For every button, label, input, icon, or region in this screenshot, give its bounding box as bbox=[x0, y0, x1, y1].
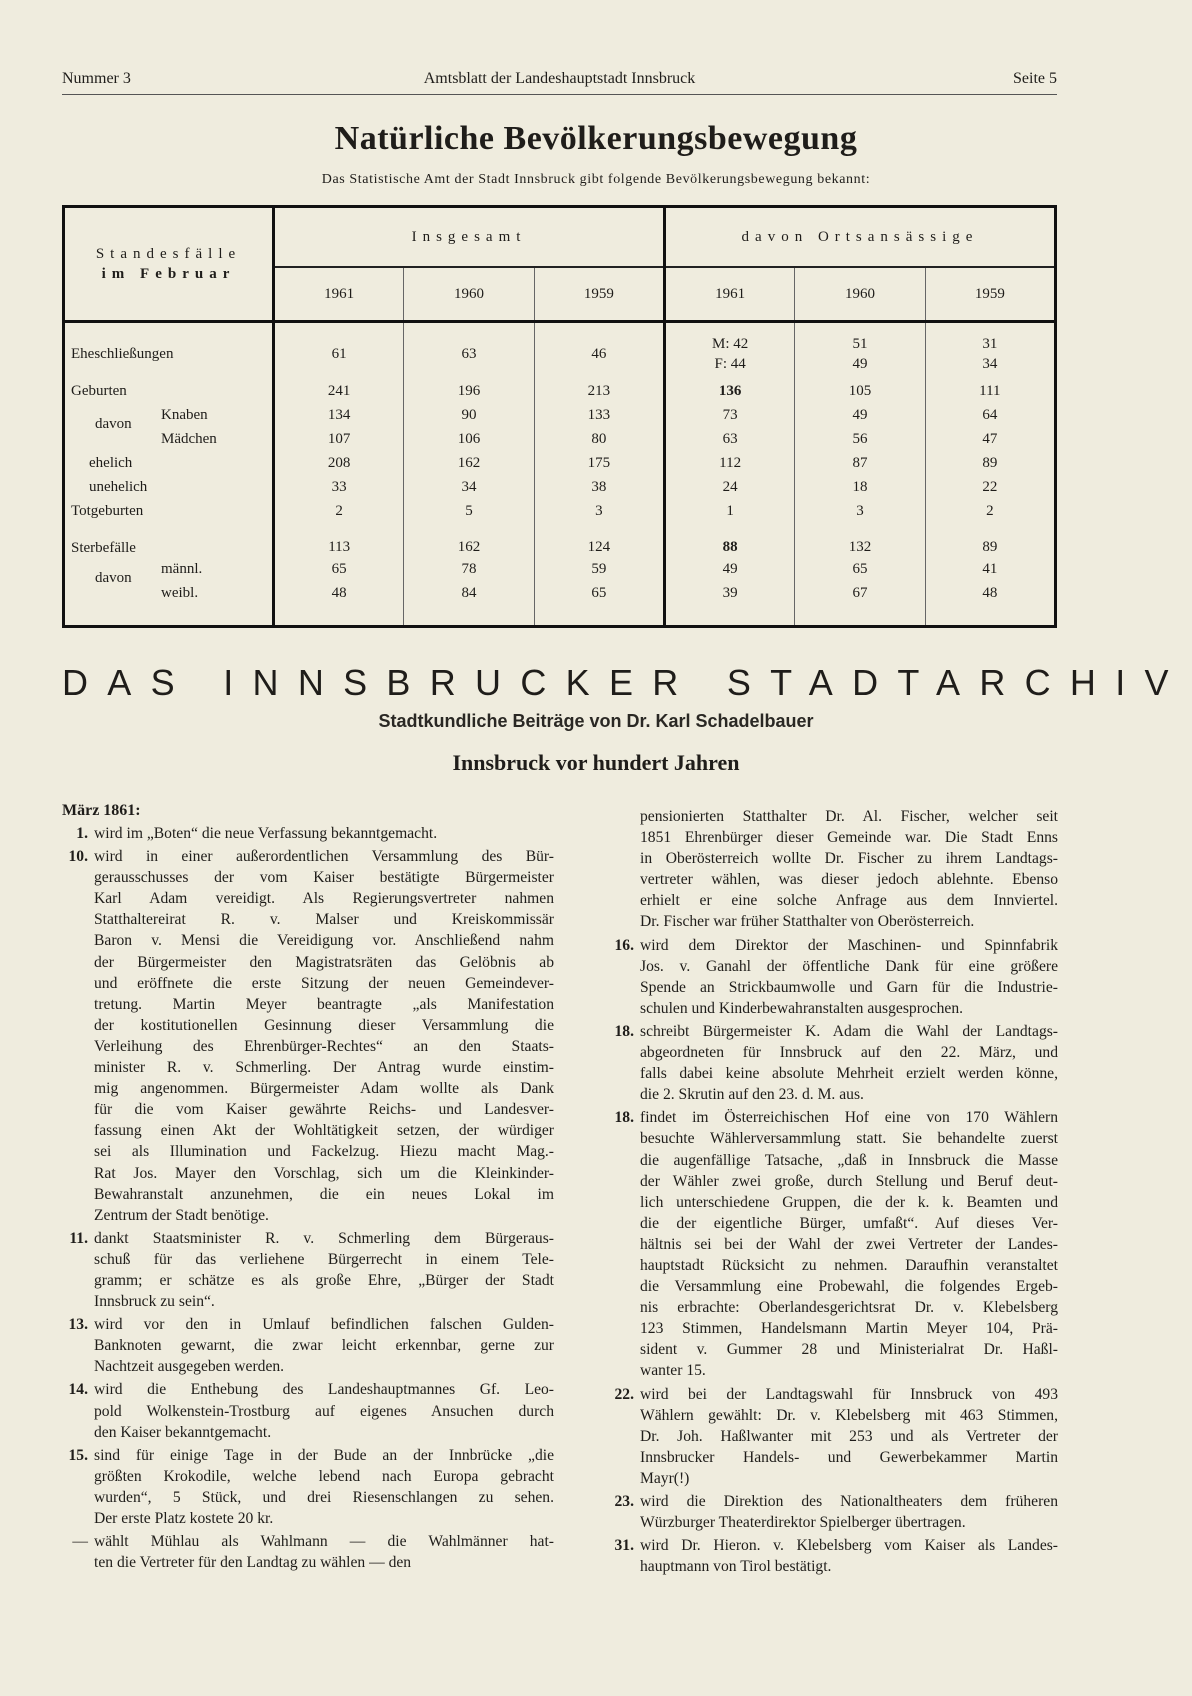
table-cell bbox=[274, 379, 404, 403]
spacer-row bbox=[64, 322, 1056, 330]
text-line: fassung einen Akt der Wohltätigkeit setzen, der würdiger bbox=[94, 1122, 554, 1140]
text-line: 123 Stimmen, Handelsmann Martin Meyer 104, Prä- bbox=[640, 1320, 1058, 1338]
text-line: besuchte Wählerversammlung statt. Sie behandelte zuerst bbox=[640, 1130, 1058, 1148]
label-header-line1: Standesfälle bbox=[95, 246, 242, 262]
row-label-text: weibl. bbox=[161, 584, 199, 601]
cell-value: 113 bbox=[328, 539, 351, 555]
running-head bbox=[62, 68, 1057, 95]
row-label bbox=[64, 557, 274, 586]
chronicle-entry bbox=[608, 1021, 1058, 1105]
entry-day: 10. bbox=[68, 848, 88, 866]
text-line: Dr. Fischer war früher Statthalter von Oberösterreich. bbox=[640, 913, 975, 931]
chronicle-entry bbox=[608, 806, 1058, 933]
chronicle-entry bbox=[608, 1535, 1058, 1577]
chronicle-entry bbox=[62, 846, 554, 1226]
table-cell bbox=[274, 427, 404, 451]
cell-value: 22 bbox=[982, 479, 998, 495]
text-line: der Wähler zwei große, durch Stellung und Beruf deut- bbox=[640, 1172, 1058, 1190]
table-cell bbox=[664, 499, 794, 523]
text-line: Verleihung des Ehrenbürger-Rechtes“ an den Staats- bbox=[94, 1037, 554, 1055]
page-number: Seite 5 bbox=[1013, 70, 1057, 87]
text-line: Wählern gewählt: Dr. v. Klebelsberg mit 463 Stimmen, bbox=[640, 1406, 1058, 1424]
cell-value: 136 bbox=[718, 383, 742, 399]
table-row bbox=[64, 379, 1056, 403]
text-line: Banknoten gewarnt, die zwar leicht erkennbar, gerne zur bbox=[94, 1337, 554, 1355]
entry-day: 23. bbox=[614, 1493, 634, 1510]
cell-value: 124 bbox=[587, 539, 611, 555]
table-cell bbox=[925, 499, 1055, 523]
table-cell bbox=[274, 451, 404, 475]
table-cell bbox=[404, 451, 534, 475]
row-label-text: Geburten bbox=[71, 382, 127, 399]
table-cell bbox=[664, 427, 794, 451]
cell-value: 34 bbox=[461, 479, 477, 495]
text-line: die augenfällige Tatsache, „daß in Innsbruck die Masse bbox=[640, 1151, 1058, 1169]
label-column-header bbox=[64, 207, 274, 322]
population-statistics-table bbox=[62, 205, 1057, 628]
cell-value: 47 bbox=[982, 431, 998, 447]
row-label bbox=[64, 427, 274, 451]
table-row bbox=[64, 581, 1056, 605]
chronicle-entry bbox=[62, 1314, 554, 1377]
text-line: wird im „Boten“ die neue Verfassung bekanntgemacht. bbox=[94, 825, 438, 842]
text-line: wird dem Direktor der Maschinen- und Spinnfabrik bbox=[640, 936, 1058, 954]
entry-day: 22. bbox=[614, 1385, 634, 1403]
text-line: Innsbrucker Handels- und Gewerbekammer Martin bbox=[640, 1448, 1058, 1466]
chronicle-entry bbox=[62, 1379, 554, 1442]
cell-value: 241 bbox=[327, 383, 351, 399]
row-label-text: Mädchen bbox=[161, 430, 217, 447]
table-cell bbox=[534, 403, 664, 427]
cell-value: 1 bbox=[726, 503, 734, 519]
cell-value: 89 bbox=[982, 539, 998, 555]
entry-day: 31. bbox=[614, 1537, 634, 1555]
table-row bbox=[64, 329, 1056, 379]
cell-value: 175 bbox=[587, 455, 611, 471]
table-cell bbox=[534, 581, 664, 605]
text-line: und eröffnete die erste Sitzung der neuen Gemeindever- bbox=[94, 974, 554, 992]
table-cell bbox=[274, 329, 404, 379]
text-line: schreibt Bürgermeister K. Adam die Wahl der Landtags- bbox=[640, 1022, 1058, 1040]
cell-value: 196 bbox=[457, 383, 481, 399]
text-line: ten die Vertreter für den Landtag zu wählen — den bbox=[94, 1554, 412, 1572]
table-cell bbox=[795, 427, 925, 451]
text-line: den Kaiser bekanntgemacht. bbox=[94, 1423, 272, 1441]
cell-value: 41 bbox=[982, 561, 998, 577]
cell-value: 49 bbox=[852, 407, 868, 423]
month-heading: März 1861: bbox=[62, 802, 141, 819]
row-label bbox=[64, 581, 274, 605]
row-group-prefix: davon bbox=[95, 570, 132, 586]
text-line: wird die Direktion des Nationaltheaters dem früheren bbox=[640, 1493, 1058, 1510]
table-cell bbox=[534, 557, 664, 581]
cell-value: 48 bbox=[982, 585, 998, 601]
text-line: Bewahranstalt anzunehmen, die ein neues Lokal im bbox=[94, 1185, 554, 1203]
chronicle-entry bbox=[62, 1445, 554, 1529]
entry-day: — bbox=[72, 1533, 88, 1551]
table-cell bbox=[664, 329, 794, 379]
text-line: minister R. v. Schmerling. Der Antrag wurde einstim- bbox=[94, 1059, 554, 1077]
text-line: sident v. Gummer 28 und Ministerialrat Dr. Haßl- bbox=[640, 1341, 1058, 1359]
text-line: Mayr(!) bbox=[640, 1469, 690, 1487]
cell-value: 51 49 bbox=[852, 336, 868, 372]
table-cell bbox=[534, 475, 664, 499]
text-line: Karl Adam vereidigt. Als Regierungsvertreter nahmen bbox=[94, 890, 554, 908]
table-cell bbox=[404, 475, 534, 499]
table-cell bbox=[664, 581, 794, 605]
row-label-text: Eheschließungen bbox=[71, 345, 174, 362]
row-label bbox=[64, 475, 274, 499]
archive-heading: DAS INNSBRUCKER STADTARCHIV bbox=[62, 662, 1188, 703]
text-line: gerausschusses der vom Kaiser bestätigte Bürgermeister bbox=[94, 869, 554, 887]
table-cell bbox=[534, 379, 664, 403]
table-cell bbox=[664, 403, 794, 427]
text-line: nis erbrachte: Oberlandesgerichtsrat Dr. v. Klebelsberg bbox=[640, 1299, 1058, 1317]
cell-value: 133 bbox=[587, 407, 611, 423]
row-label-text: Sterbefälle bbox=[71, 540, 136, 556]
text-line: Innsbruck zu sein“. bbox=[94, 1293, 215, 1311]
table-cell bbox=[404, 427, 534, 451]
cell-value: 162 bbox=[457, 455, 481, 471]
group-header-total: Insgesamt bbox=[274, 207, 665, 268]
cell-value: 88 bbox=[722, 539, 738, 555]
publication-title: Amtsblatt der Landeshauptstadt Innsbruck bbox=[423, 70, 696, 87]
year-header: 1961 bbox=[664, 267, 794, 322]
entry-day: 18. bbox=[614, 1022, 634, 1040]
text-line: Dr. Joh. Haßlwanter mit 253 und als Vertreter der bbox=[640, 1427, 1058, 1445]
text-line: die Versammlung eine Probewahl, die folgendes Ergeb- bbox=[640, 1278, 1058, 1296]
cell-value: 65 bbox=[331, 561, 347, 577]
table-cell bbox=[925, 427, 1055, 451]
table-cell bbox=[664, 557, 794, 581]
text-line: sind für einige Tage in der Bude an der Innbrücke „die bbox=[94, 1446, 554, 1464]
cell-value: 2 bbox=[986, 503, 994, 519]
cell-value: 63 bbox=[722, 431, 738, 447]
text-line: abgeordneten für Innsbruck auf den 22. März, und bbox=[640, 1044, 1058, 1062]
table-row bbox=[64, 499, 1056, 523]
cell-value: 80 bbox=[591, 431, 607, 447]
row-label-text: männl. bbox=[161, 560, 203, 577]
cell-value: 65 bbox=[852, 561, 868, 577]
cell-value: 3 bbox=[595, 503, 603, 519]
section-intro: Das Statistische Amt der Stadt Innsbruck gibt folgende Bevölkerungsbewegung bekannt: bbox=[321, 172, 871, 187]
issue-number: Nummer 3 bbox=[62, 70, 131, 87]
text-line: der Bürgermeister den Magistratsräten das Gelöbnis ab bbox=[94, 953, 554, 971]
text-line: mig angenommen. Bürgermeister Adam wollte als Dank bbox=[94, 1080, 554, 1098]
cell-value: 3 bbox=[856, 503, 864, 519]
text-line: Jos. v. Ganahl der öffentliche Dank für eine größere bbox=[640, 957, 1058, 975]
text-line: pensionierten Statthalter Dr. Al. Fischer, welcher seit bbox=[640, 808, 1058, 825]
table-cell bbox=[664, 451, 794, 475]
entry-day: 15. bbox=[68, 1446, 88, 1464]
table-cell bbox=[534, 427, 664, 451]
table-cell bbox=[404, 523, 534, 557]
chronicle-entry bbox=[608, 1384, 1058, 1489]
table-cell bbox=[925, 329, 1055, 379]
text-line: Der erste Platz kostete 20 kr. bbox=[94, 1510, 274, 1527]
table-cell bbox=[664, 523, 794, 557]
cell-value: 73 bbox=[722, 407, 738, 423]
cell-value: 107 bbox=[327, 431, 351, 447]
table-cell bbox=[795, 581, 925, 605]
table-cell bbox=[795, 403, 925, 427]
cell-value: 18 bbox=[852, 479, 868, 495]
table-cell bbox=[795, 523, 925, 557]
row-label-text: unehelich bbox=[89, 478, 148, 495]
entry-day: 1. bbox=[76, 825, 88, 842]
cell-value: 39 bbox=[722, 585, 738, 601]
table-row bbox=[64, 557, 1056, 581]
text-line: die der eigentliche Bürger, umfaßt“. Auf dieses Ver- bbox=[640, 1214, 1058, 1232]
row-label bbox=[64, 403, 274, 432]
text-line: pold Wolkenstein-Trostburg auf eigenes Ansuchen durch bbox=[94, 1402, 554, 1420]
table-cell bbox=[274, 403, 404, 427]
row-label-text: Knaben bbox=[161, 406, 208, 423]
text-line: größten Krokodile, welche lebend nach Europa gebracht bbox=[94, 1467, 554, 1485]
text-line: Rat Jos. Mayer den Vorschlag, sich um die Kleinkinder- bbox=[94, 1164, 554, 1182]
table-cell bbox=[925, 581, 1055, 605]
cell-value: 132 bbox=[848, 539, 872, 555]
table-cell bbox=[664, 379, 794, 403]
section-title: Natürliche Bevölkerungsbewegung bbox=[334, 120, 858, 157]
text-line: tretung. Martin Meyer beantragte „als Manifestation bbox=[94, 995, 554, 1013]
text-line: hauptmann von Tirol bestätigt. bbox=[640, 1558, 832, 1576]
cell-value: 48 bbox=[331, 585, 347, 601]
table-cell bbox=[925, 451, 1055, 475]
table-row bbox=[64, 403, 1056, 427]
cell-value: 33 bbox=[331, 479, 347, 495]
row-label bbox=[64, 499, 274, 523]
year-header: 1959 bbox=[925, 267, 1055, 322]
table-cell bbox=[534, 523, 664, 557]
cell-value: 46 bbox=[591, 346, 607, 362]
table-cell bbox=[404, 557, 534, 581]
right-column bbox=[608, 806, 1058, 1577]
table-row bbox=[64, 523, 1056, 557]
cell-value: 106 bbox=[457, 431, 481, 447]
chronicle-entry bbox=[608, 1107, 1058, 1381]
text-line: Baron v. Mensi die Vereidigung vor. Anschließend nahm bbox=[94, 932, 554, 950]
text-line: lich unterschiedene Gruppen, die der k. k. Beamten und bbox=[640, 1193, 1058, 1211]
text-line: schulen und Kinderbewahranstalten ausgesprochen. bbox=[640, 999, 964, 1017]
cell-value: 59 bbox=[591, 561, 607, 577]
chronicle-entry bbox=[608, 1491, 1058, 1533]
text-line: Würzburger Theaterdirektor Spielberger übertragen. bbox=[640, 1514, 966, 1532]
text-line: wird vor den in Umlauf befindlichen falschen Gulden- bbox=[94, 1316, 554, 1334]
text-line: 1851 Ehrenbürger dieser Gemeinde war. Die Stadt Enns bbox=[640, 829, 1058, 847]
table-cell bbox=[795, 379, 925, 403]
text-line: vertreter wählen, was dieser jedoch ablehnte. Ebenso bbox=[640, 871, 1058, 889]
table-cell bbox=[274, 499, 404, 523]
text-line: dankt Staatsminister R. v. Schmerling dem Bürgeraus- bbox=[94, 1229, 554, 1247]
text-line: gramm; er schätze es als große Ehre, „Bürger der Stadt bbox=[94, 1271, 554, 1289]
text-line: schuß für das verliehene Bürgerrecht in einem Tele- bbox=[94, 1250, 554, 1268]
table-cell bbox=[795, 557, 925, 581]
table-cell bbox=[795, 499, 925, 523]
table-cell bbox=[274, 523, 404, 557]
cell-value: 87 bbox=[852, 455, 868, 471]
table-cell bbox=[404, 581, 534, 605]
text-line: der kostitutionellen Gesinnung dieser Versammlung die bbox=[94, 1016, 554, 1034]
entry-day: 16. bbox=[614, 936, 634, 954]
table-cell bbox=[795, 329, 925, 379]
article-subheading: Innsbruck vor hundert Jahren bbox=[452, 750, 740, 775]
text-line: Zentrum der Stadt benötige. bbox=[94, 1206, 269, 1224]
cell-value: 105 bbox=[848, 383, 872, 399]
row-label bbox=[64, 451, 274, 475]
entry-day: 13. bbox=[68, 1316, 88, 1334]
cell-value: 64 bbox=[982, 407, 998, 423]
cell-value: 162 bbox=[457, 539, 481, 555]
table-cell bbox=[274, 475, 404, 499]
table-cell bbox=[925, 403, 1055, 427]
text-line: findet im Österreichischen Hof eine von 170 Wählern bbox=[640, 1109, 1058, 1127]
text-line: erhielt er eine solche Anfrage aus dem Innviertel. bbox=[640, 892, 1058, 910]
entry-day: 11. bbox=[69, 1229, 88, 1247]
text-line: hältnis sei bei der Wahl der zwei Vertreter der Landes- bbox=[640, 1235, 1058, 1253]
cell-value: 134 bbox=[327, 407, 351, 423]
row-label bbox=[64, 523, 274, 557]
table-row bbox=[64, 475, 1056, 499]
table-cell bbox=[534, 329, 664, 379]
text-line: Nachtzeit ausgegeben werden. bbox=[94, 1358, 285, 1376]
table-cell bbox=[795, 475, 925, 499]
table-cell bbox=[404, 329, 534, 379]
year-header: 1960 bbox=[404, 267, 534, 322]
cell-value: 2 bbox=[335, 503, 343, 519]
table-cell bbox=[404, 379, 534, 403]
text-line: wanter 15. bbox=[640, 1362, 706, 1380]
cell-value: 63 bbox=[461, 346, 477, 362]
cell-value: 213 bbox=[587, 383, 611, 399]
table-cell bbox=[534, 451, 664, 475]
table-cell bbox=[664, 475, 794, 499]
row-group-prefix: davon bbox=[95, 416, 132, 432]
table-row bbox=[64, 451, 1056, 475]
text-line: wird Dr. Hieron. v. Klebelsberg vom Kaiser als Landes- bbox=[640, 1537, 1058, 1555]
chronicle-entry bbox=[608, 935, 1058, 1019]
cell-value: 67 bbox=[852, 585, 868, 601]
table-cell bbox=[404, 499, 534, 523]
cell-value: 112 bbox=[719, 455, 742, 471]
row-label-text: Totgeburten bbox=[71, 502, 144, 519]
entry-day: 18. bbox=[614, 1109, 634, 1127]
group-header-residents: davon Ortsansässige bbox=[664, 207, 1055, 268]
table-cell bbox=[404, 403, 534, 427]
chronicle-entry bbox=[62, 1531, 554, 1573]
text-line: sei als Illumination und Fackelzug. Hiezu macht Mag.- bbox=[94, 1143, 554, 1161]
cell-value: 90 bbox=[461, 407, 477, 423]
text-line: die 2. Skrutin auf den 23. d. M. aus. bbox=[640, 1086, 864, 1104]
cell-value: 84 bbox=[461, 585, 477, 601]
cell-value: 56 bbox=[852, 431, 868, 447]
left-column bbox=[62, 800, 554, 1573]
table-cell bbox=[534, 499, 664, 523]
cell-value: 24 bbox=[722, 479, 738, 495]
text-line: wird bei der Landtagswahl für Innsbruck von 493 bbox=[640, 1385, 1058, 1403]
table-cell bbox=[274, 581, 404, 605]
year-header: 1960 bbox=[795, 267, 925, 322]
cell-value: 89 bbox=[982, 455, 998, 471]
row-label bbox=[64, 329, 274, 379]
table-cell bbox=[795, 451, 925, 475]
text-line: für die vom Kaiser gewährte Reichs- und Landesver- bbox=[94, 1101, 554, 1119]
text-line: wird die Enthebung des Landeshauptmannes Gf. Leo- bbox=[94, 1381, 554, 1399]
row-label bbox=[64, 379, 274, 403]
text-line: wird in einer außerordentlichen Versammlung des Bür- bbox=[94, 848, 554, 866]
text-line: Statthaltereirat R. v. Malser und Kreiskommissär bbox=[94, 911, 554, 929]
cell-value: 38 bbox=[591, 479, 607, 495]
table-cell bbox=[925, 379, 1055, 403]
chronicle-entry bbox=[62, 1228, 554, 1312]
chronicle-entry bbox=[62, 823, 554, 844]
cell-value: 78 bbox=[461, 561, 477, 577]
table-cell bbox=[925, 475, 1055, 499]
label-header-line2: im Februar bbox=[101, 266, 236, 282]
table-cell bbox=[925, 557, 1055, 581]
cell-value: 49 bbox=[722, 561, 738, 577]
spacer-row bbox=[64, 605, 1056, 627]
year-header: 1959 bbox=[534, 267, 664, 322]
entry-day: 14. bbox=[68, 1381, 88, 1399]
text-line: wählt Mühlau als Wahlmann — die Wahlmänner hat- bbox=[94, 1533, 554, 1551]
cell-value: 61 bbox=[331, 346, 347, 362]
row-label-text: ehelich bbox=[89, 454, 133, 471]
cell-value: 111 bbox=[979, 383, 1001, 399]
table-cell bbox=[925, 523, 1055, 557]
byline: Stadtkundliche Beiträge von Dr. Karl Schadelbauer bbox=[378, 711, 814, 731]
text-line: Spende an Strickbaumwolle und Garn für die Industrie- bbox=[640, 978, 1058, 996]
cell-value: M: 42 F: 44 bbox=[712, 336, 749, 372]
cell-value: 5 bbox=[465, 503, 473, 519]
year-header: 1961 bbox=[274, 267, 404, 322]
text-line: wurden“, 5 Stück, und drei Riesenschlangen zu sehen. bbox=[94, 1488, 554, 1506]
text-line: in Oberösterreich wollte Dr. Fischer zu ihrem Landtags- bbox=[640, 850, 1058, 868]
table-cell bbox=[274, 557, 404, 581]
table-row bbox=[64, 427, 1056, 451]
text-line: falls dabei keine absolute Mehrheit erzielt werden könne, bbox=[640, 1065, 1058, 1083]
cell-value: 65 bbox=[591, 585, 607, 601]
cell-value: 208 bbox=[327, 455, 351, 471]
text-line: hauptstadt Rücksicht zu nehmen. Daraufhin veranstaltet bbox=[640, 1256, 1058, 1274]
cell-value: 31 34 bbox=[982, 336, 998, 372]
